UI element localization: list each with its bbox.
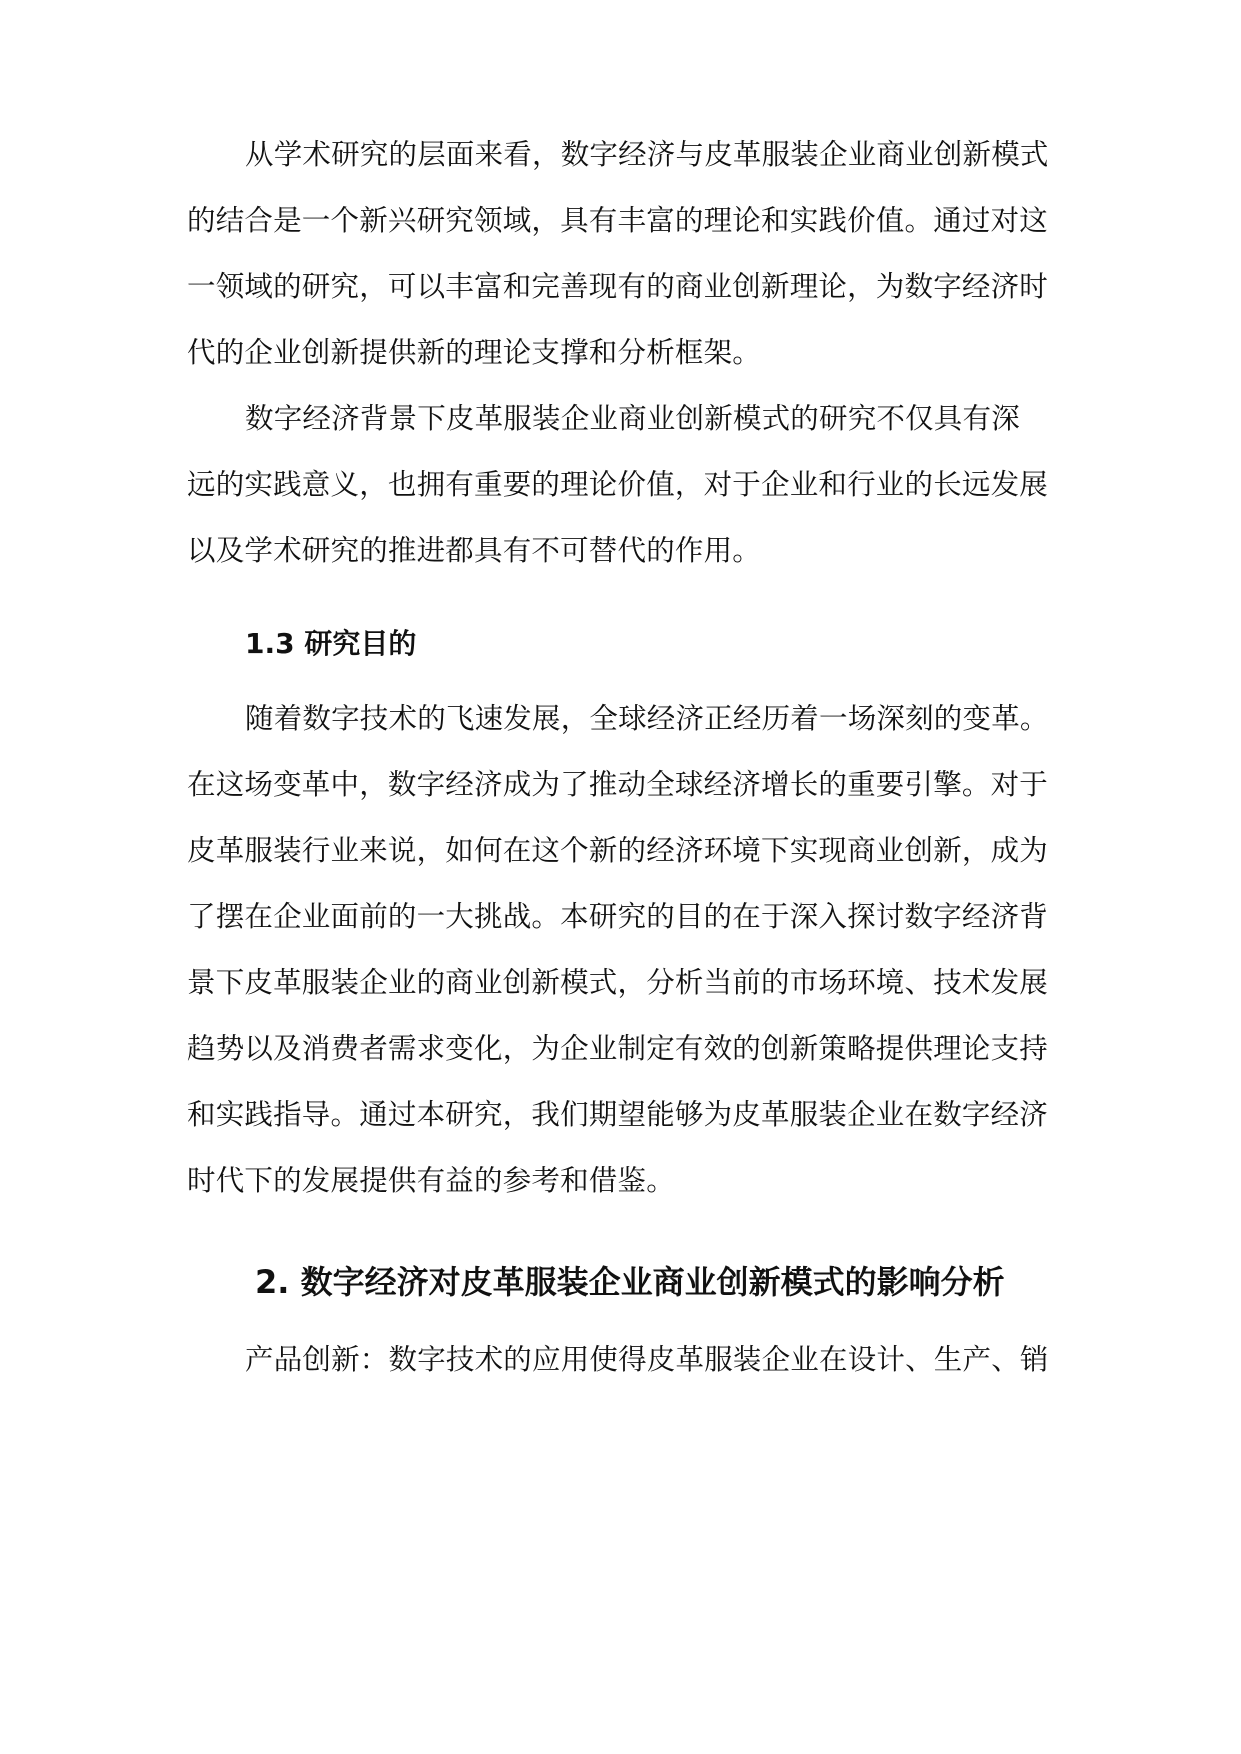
paragraph-line: 和实践指导。通过本研究，我们期望能够为皮革服装企业在数字经济 (187, 1098, 1049, 1131)
paragraph-line: 皮革服装行业来说，如何在这个新的经济环境下实现商业创新，成为 (187, 834, 1049, 867)
paragraph-line: 数字经济背景下皮革服装企业商业创新模式的研究不仅具有深 (245, 402, 1020, 435)
paragraph-line: 远的实践意义，也拥有重要的理论价值，对于企业和行业的长远发展 (187, 468, 1049, 501)
paragraph-line: 了摆在企业面前的一大挑战。本研究的目的在于深入探讨数字经济背 (187, 900, 1049, 933)
paragraph-line: 的结合是一个新兴研究领域，具有丰富的理论和实践价值。通过对这 (187, 204, 1049, 237)
paragraph-line: 趋势以及消费者需求变化，为企业制定有效的创新策略提供理论支持 (187, 1032, 1049, 1065)
paragraph-line: 时代下的发展提供有益的参考和借鉴。 (187, 1164, 675, 1197)
paragraph-line: 从学术研究的层面来看，数字经济与皮革服装企业商业创新模式 (245, 138, 1049, 171)
section-heading-1-3: 1.3 研究目的 (245, 627, 417, 660)
paragraph-line: 在这场变革中，数字经济成为了推动全球经济增长的重要引擎。对于 (187, 768, 1049, 801)
paragraph-line: 代的企业创新提供新的理论支撑和分析框架。 (187, 336, 762, 369)
paragraph-line: 景下皮革服装企业的商业创新模式，分析当前的市场环境、技术发展 (187, 966, 1049, 999)
section-heading-2: 2. 数字经济对皮革服装企业商业创新模式的影响分析 (255, 1263, 1005, 1301)
paragraph-line: 以及学术研究的推进都具有不可替代的作用。 (187, 534, 762, 567)
paragraph-line: 一领域的研究，可以丰富和完善现有的商业创新理论，为数字经济时 (187, 270, 1049, 303)
paragraph-line: 随着数字技术的飞速发展，全球经济正经历着一场深刻的变革。 (245, 702, 1049, 735)
paragraph-line: 产品创新：数字技术的应用使得皮革服装企业在设计、生产、销 (245, 1343, 1049, 1376)
